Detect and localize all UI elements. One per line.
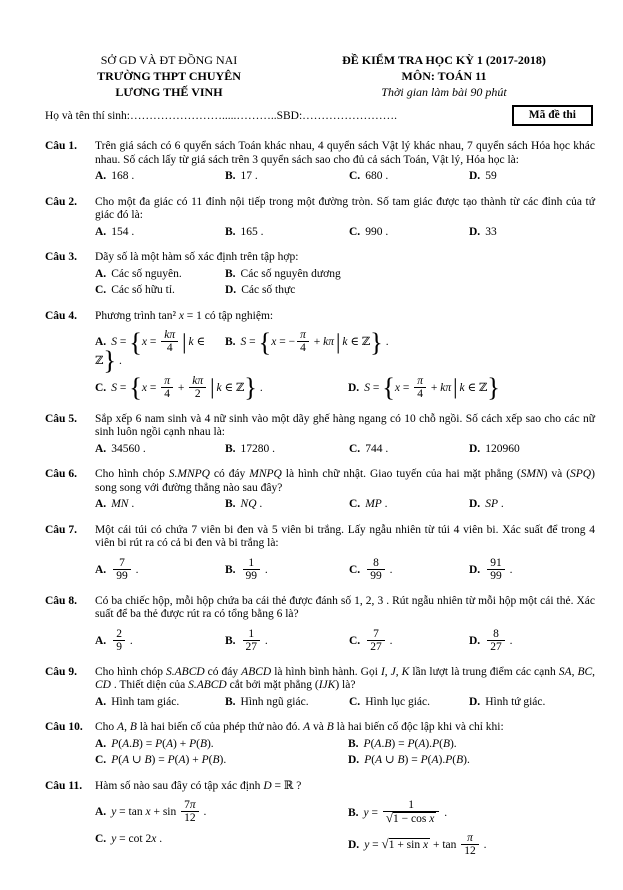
exam-subject: MÔN: TOÁN 11 xyxy=(401,69,487,83)
option-D xyxy=(348,754,595,768)
option-letter: A. xyxy=(95,695,107,708)
option-letter: D. xyxy=(469,225,481,238)
option-letter: A. xyxy=(95,563,107,576)
option-letter: A. xyxy=(95,442,107,455)
question-label: Câu 10. xyxy=(45,721,83,733)
option-letter: C. xyxy=(349,563,361,576)
option-letter: C. xyxy=(95,381,107,394)
option-letter: B. xyxy=(225,563,236,576)
option-B xyxy=(225,558,349,583)
option-A xyxy=(95,498,225,512)
option-letter: C. xyxy=(95,833,107,845)
square-root: √1 − cos x xyxy=(385,810,435,825)
such-that-bar: | xyxy=(453,375,458,399)
option-B xyxy=(225,498,349,512)
option-C xyxy=(95,372,348,402)
option-letter: D. xyxy=(348,381,360,394)
left-brace: { xyxy=(382,372,395,402)
option-D xyxy=(469,226,595,240)
fraction: $\frac{\pi}{4}$ xyxy=(161,375,173,400)
option-letter: B. xyxy=(225,498,236,510)
exam-title: ĐỀ KIỂM TRA HỌC KỲ 1 (2017-2018) xyxy=(342,53,546,67)
left-brace: { xyxy=(258,326,272,357)
option-letter: C. xyxy=(349,695,361,708)
sbd-label: SBD: xyxy=(276,109,303,122)
question-label: Câu 6. xyxy=(45,468,77,480)
option-content: Hình lục giác. xyxy=(365,695,431,708)
option-letter: B. xyxy=(348,737,359,750)
option-A xyxy=(95,268,225,282)
options-row xyxy=(95,326,595,376)
question-3 xyxy=(45,251,595,298)
option-letter: D. xyxy=(469,563,481,576)
fraction: $\frac{7}{27}$ xyxy=(367,628,385,653)
exam-duration: Thời gian làm bài 90 phút xyxy=(381,85,507,99)
such-that-bar: | xyxy=(182,329,187,354)
question-label: Câu 7. xyxy=(45,523,77,536)
question-label: Câu 4. xyxy=(45,309,77,322)
option-C xyxy=(349,629,469,654)
right-brace: } xyxy=(244,372,257,402)
options-row xyxy=(95,498,595,512)
option-letter: B. xyxy=(225,225,236,238)
question-label: Câu 8. xyxy=(45,594,77,607)
options-row xyxy=(95,738,595,752)
option-content: MP . xyxy=(365,498,388,510)
option-content: $\frac{91}{99}$ . xyxy=(485,564,512,576)
option-content: y = cot 2x . xyxy=(111,833,163,845)
option-letter: C. xyxy=(349,442,361,455)
question-stem: Dãy số là một hàm số xác định trên tập hợp: xyxy=(95,251,299,263)
option-letter: A. xyxy=(95,170,107,182)
option-B xyxy=(225,443,349,457)
option-content: $\frac{8}{99}$ . xyxy=(365,564,392,576)
option-letter: A. xyxy=(95,498,107,510)
options-row xyxy=(95,800,595,826)
options-row xyxy=(95,629,595,654)
option-content: P(A.B) = P(A) + P(B). xyxy=(111,737,214,750)
question-label: Câu 3. xyxy=(45,251,77,263)
student-name-label: Họ và tên thí sinh: xyxy=(45,109,130,122)
option-content: Các số thực xyxy=(241,284,296,296)
options-row xyxy=(95,226,595,240)
option-D xyxy=(469,696,595,710)
option-C xyxy=(349,226,469,240)
fraction: $\frac{8}{27}$ xyxy=(487,628,505,653)
option-content: $\frac{2}{9}$ . xyxy=(111,635,133,647)
option-C xyxy=(95,833,348,847)
option-content: Các số nguyên dương xyxy=(240,267,341,280)
such-that-bar: | xyxy=(210,375,215,399)
options-row xyxy=(95,696,595,710)
option-letter: B. xyxy=(225,336,236,349)
option-C xyxy=(95,754,348,768)
option-letter: D. xyxy=(348,754,360,766)
option-C xyxy=(349,443,469,457)
option-content: $\frac{1}{27}$ . xyxy=(241,635,268,647)
option-content: 17280 . xyxy=(240,442,276,455)
question-stem: Cho một đa giác có 11 đỉnh nội tiếp trong một đường tròn. Số tam giác được tạo thành từ các đỉnh của tứ giác đó là: xyxy=(95,195,595,221)
option-letter: A. xyxy=(95,737,107,750)
option-D xyxy=(225,284,595,298)
student-name-dots: …………………….....……….. xyxy=(129,109,277,122)
option-content: Các số nguyên. xyxy=(111,267,182,280)
fraction: $\frac{7}{99}$ xyxy=(113,557,131,582)
option-D xyxy=(469,558,595,583)
question-label: Câu 1. xyxy=(45,140,77,152)
option-C xyxy=(349,696,469,710)
option-letter: C. xyxy=(349,634,361,647)
right-brace: } xyxy=(103,345,117,376)
option-B xyxy=(225,696,349,710)
option-content: 120960 xyxy=(485,442,520,455)
option-letter: B. xyxy=(348,806,359,819)
fraction: $\frac{\pi}{12}$ xyxy=(461,832,479,857)
option-content: P(A ∪ B) = P(A) + P(B). xyxy=(111,754,227,766)
option-A xyxy=(95,696,225,710)
option-B xyxy=(225,268,595,282)
option-content: $\frac{7}{99}$ . xyxy=(111,564,138,576)
option-B xyxy=(225,326,595,357)
question-11 xyxy=(45,780,595,859)
question-stem: Hàm số nào sau đây có tập xác định D = ℝ ? xyxy=(95,779,302,792)
option-A xyxy=(95,226,225,240)
option-letter: C. xyxy=(95,754,107,766)
option-letter: A. xyxy=(95,336,107,349)
option-A xyxy=(95,326,225,376)
option-content: S = {x = − $\frac{\pi}{4}$ + kπ| k ∈ ℤ} . xyxy=(240,326,389,357)
option-content: 165 . xyxy=(240,225,264,238)
question-6 xyxy=(45,468,595,512)
option-content: y = $\frac{1}{\text{√1 − cos x}}$ . xyxy=(363,799,448,825)
option-letter: A. xyxy=(95,806,107,819)
options-row xyxy=(95,372,595,402)
option-content: Hình ngũ giác. xyxy=(240,695,309,708)
option-content: Hình tam giác. xyxy=(111,695,180,708)
left-brace: { xyxy=(129,326,142,357)
question-7 xyxy=(45,524,595,583)
option-B xyxy=(348,800,595,826)
option-letter: A. xyxy=(95,267,107,280)
option-D xyxy=(469,443,595,457)
such-that-bar: | xyxy=(335,329,341,354)
fraction: $\frac{k\pi}{4}$ xyxy=(161,329,178,354)
option-letter: D. xyxy=(225,284,237,296)
option-content: MN . xyxy=(111,498,135,510)
option-D xyxy=(348,372,595,402)
option-content: 680 . xyxy=(365,170,389,182)
options-row xyxy=(95,443,595,457)
option-letter: D. xyxy=(469,634,481,647)
option-letter: B. xyxy=(225,695,236,708)
option-C xyxy=(349,558,469,583)
option-A xyxy=(95,558,225,583)
option-content: $\frac{1}{99}$ . xyxy=(241,564,268,576)
option-content: 744 . xyxy=(365,442,389,455)
department-name: SỞ GD VÀ ĐT ĐỒNG NAI xyxy=(100,53,238,67)
option-letter: B. xyxy=(225,267,236,280)
option-content: 990 . xyxy=(365,225,389,238)
option-letter: A. xyxy=(95,225,107,238)
question-stem: Cho A, B là hai biến cố của phép thử nào đó. A và B là hai biến cố độc lập khi và chỉ khi: xyxy=(95,721,504,733)
option-content: Các số hữu tỉ. xyxy=(111,284,175,296)
option-content: S = {x = $\frac{k\pi}{4}$ | k ∈ ℤ} . xyxy=(95,326,205,376)
right-brace: } xyxy=(487,372,500,402)
option-content: 59 xyxy=(485,170,497,182)
question-10 xyxy=(45,721,595,768)
question-5 xyxy=(45,413,595,457)
option-letter: D. xyxy=(469,170,481,182)
fraction: $\frac{8}{99}$ xyxy=(367,557,385,582)
option-C xyxy=(349,170,469,184)
question-9 xyxy=(45,666,595,710)
option-content: Hình tứ giác. xyxy=(485,695,546,708)
option-content: S = {x = $\frac{\pi}{4}$ + $\frac{k\pi}{2}$ | k ∈ ℤ} . xyxy=(111,372,263,402)
option-letter: C. xyxy=(95,284,107,296)
question-stem: Trên giá sách có 6 quyển sách Toán khác nhau, 4 quyển sách Vật lý khác nhau, 7 quyển sách Hóa học khác nhau. Số cách lấy từ giá sách trên 3 quyển sách sao cho đủ cả sách Toán, Vật lý, Hóa học là: xyxy=(95,140,595,166)
school-name-line2: LƯƠNG THẾ VINH xyxy=(115,85,223,99)
fraction: $\frac{2}{9}$ xyxy=(113,628,125,653)
fraction: $\frac{k\pi}{2}$ xyxy=(189,375,206,400)
question-stem: Phương trình tan² x = 1 có tập nghiệm: xyxy=(95,309,274,322)
options-row xyxy=(95,284,595,298)
option-content: 34560 . xyxy=(111,442,146,455)
option-content: 154 . xyxy=(111,225,135,238)
left-brace: { xyxy=(129,372,142,402)
option-letter: A. xyxy=(95,634,107,647)
student-name-field xyxy=(45,110,512,122)
option-content: P(A ∪ B) = P(A).P(B). xyxy=(364,754,470,766)
option-A xyxy=(95,443,225,457)
question-4 xyxy=(45,310,595,401)
option-content: S = {x = $\frac{\pi}{4}$ + kπ| k ∈ ℤ} xyxy=(364,372,500,402)
question-stem: Sắp xếp 6 nam sinh và 4 nữ sinh vào một dãy ghế hàng ngang có 10 chỗ ngồi. Số cách xếp sao cho các nữ sinh luôn ngồi cạnh nhau là: xyxy=(95,412,595,438)
fraction: $\frac{91}{99}$ xyxy=(487,557,505,582)
question-8 xyxy=(45,595,595,654)
paper-header xyxy=(45,52,595,100)
option-A xyxy=(95,170,225,184)
option-letter: B. xyxy=(225,442,236,455)
option-A xyxy=(95,629,225,654)
question-label: Câu 5. xyxy=(45,412,77,425)
options-row xyxy=(95,170,595,184)
option-A xyxy=(95,738,348,752)
fraction: $\frac{\pi}{4}$ xyxy=(414,375,426,400)
fraction: $\frac{\pi}{4}$ xyxy=(297,329,309,354)
option-content: SP . xyxy=(485,498,504,510)
option-D xyxy=(469,170,595,184)
right-brace: } xyxy=(370,326,383,357)
option-C xyxy=(95,284,225,298)
option-content: $\frac{8}{27}$ . xyxy=(485,635,512,647)
option-letter: D. xyxy=(469,695,481,708)
options-row xyxy=(95,268,595,282)
square-root: √1 + sin x xyxy=(381,836,429,852)
sbd-dots: ……………………. xyxy=(302,109,398,122)
option-content: 17 . xyxy=(240,170,258,182)
option-letter: D. xyxy=(469,442,481,455)
question-label: Câu 2. xyxy=(45,195,77,208)
option-letter: C. xyxy=(349,225,361,238)
option-content: 33 xyxy=(485,225,497,238)
option-B xyxy=(348,738,595,752)
option-B xyxy=(225,170,349,184)
options-row xyxy=(95,558,595,583)
questions-list xyxy=(45,140,595,858)
question-label: Câu 9. xyxy=(45,665,77,678)
options-row xyxy=(95,754,595,768)
option-content: P(A.B) = P(A).P(B). xyxy=(363,737,457,750)
issuer-block xyxy=(45,52,293,100)
fraction: $\frac{1}{\text{√1 − cos x}}$ xyxy=(383,799,439,825)
option-A xyxy=(95,800,348,825)
question-2 xyxy=(45,196,595,240)
question-stem: Cho hình chóp S.MNPQ có đáy MNPQ là hình chữ nhật. Giao tuyến của hai mặt phẳng (SMN) và (SPQ) song song với đường thẳng nào sau đây? xyxy=(95,468,595,494)
option-D xyxy=(469,629,595,654)
question-1 xyxy=(45,140,595,184)
option-letter: B. xyxy=(225,634,236,647)
question-stem: Một cái túi có chứa 7 viên bi đen và 5 viên bi trắng. Lấy ngẫu nhiên từ túi 4 viên bi. Xác suất để trong 4 viên bi rút ra có cả bi đen và bi trắng là: xyxy=(95,523,595,549)
option-content: 168 . xyxy=(111,170,135,182)
option-B xyxy=(225,629,349,654)
question-stem: Cho hình chóp S.ABCD có đáy ABCD là hình bình hành. Gọi I, J, K lần lượt là trung điểm các cạnh SA, BC, CD . Thiết diện của S.ABCD cắt bởi mặt phẳng (IJK) là? xyxy=(95,665,596,691)
option-C xyxy=(349,498,469,512)
option-letter: B. xyxy=(225,170,236,182)
options-row xyxy=(95,833,595,858)
student-info-row xyxy=(45,105,595,126)
option-letter: D. xyxy=(348,839,360,852)
option-letter: D. xyxy=(469,498,481,510)
exam-title-block xyxy=(293,52,595,100)
option-letter: C. xyxy=(349,498,361,510)
option-content: $\frac{7}{27}$ . xyxy=(365,635,392,647)
question-label: Câu 11. xyxy=(45,779,83,792)
exam-code-box: Mã đề thi xyxy=(512,105,593,126)
option-letter: C. xyxy=(349,170,361,182)
option-D xyxy=(348,833,595,858)
option-content: y = tan x + sin $\frac{7\pi}{12}$ . xyxy=(111,799,207,824)
option-content: NQ . xyxy=(240,498,263,510)
option-B xyxy=(225,226,349,240)
option-content: y = √1 + sin x + tan $\frac{\pi}{12}$ . xyxy=(364,832,487,857)
school-name-line1: TRƯỜNG THPT CHUYÊN xyxy=(97,69,241,83)
question-stem: Có ba chiếc hộp, mỗi hộp chứa ba cái thẻ được đánh số 1, 2, 3 . Rút ngẫu nhiên từ mỗi hộp một cái thẻ. Xác suất để ba thẻ được rút ra có tổng bằng 6 là? xyxy=(95,594,595,620)
fraction: $\frac{7\pi}{12}$ xyxy=(181,799,199,824)
fraction: $\frac{1}{99}$ xyxy=(243,557,261,582)
fraction: $\frac{1}{27}$ xyxy=(243,628,261,653)
option-D xyxy=(469,498,595,512)
